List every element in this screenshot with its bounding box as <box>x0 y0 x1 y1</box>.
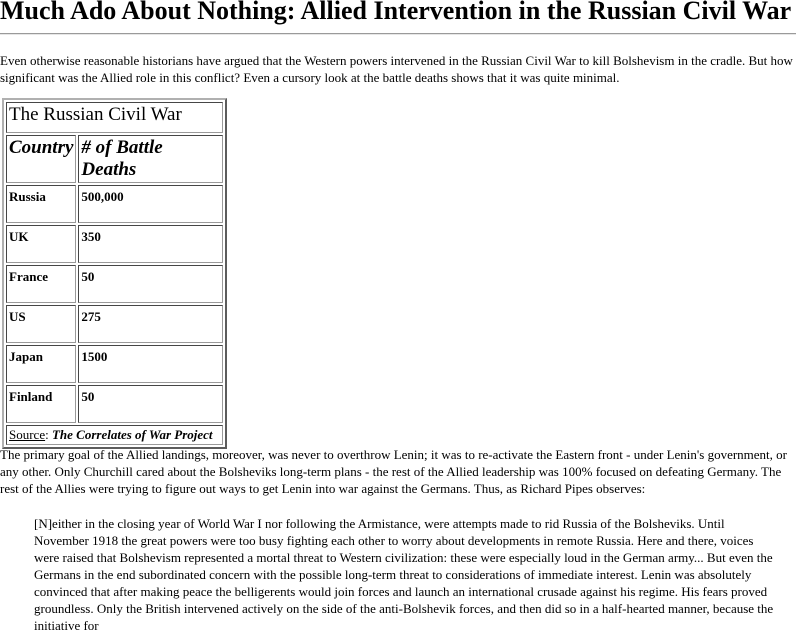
deaths-cell: 50 <box>78 265 223 303</box>
battle-deaths-table <box>2 98 227 449</box>
deaths-cell: 1500 <box>78 345 223 383</box>
intro-paragraph: Even otherwise reasonable historians have argued that the Western powers intervened in the Russian Civil War to kill Bolshevism in the cradle. But how significant was the Allied role in this conflict? Even a cursory look at the battle deaths shows that it was quite minimal. <box>0 53 793 85</box>
country-cell: Russia <box>6 185 76 223</box>
table-row <box>6 305 223 343</box>
page-title: Much Ado About Nothing: Allied Intervention in the Russian Civil War <box>0 0 792 25</box>
country-cell: Finland <box>6 385 76 423</box>
source-name: The Correlates of War Project <box>51 427 213 442</box>
body-paragraph: The primary goal of the Allied landings, moreover, was never to overthrow Lenin; it was to re-activate the Eastern front - under Lenin's government, or any other. Only Churchill cared about the Bolsheviks long-term plans - the rest of the Allied leadership was 100% focused on defeating Germany. The rest of the Allies were trying to figure out ways to get Lenin into war against the Germans. Thus, as Richard Pipes observes: <box>0 447 787 496</box>
deaths-cell: 350 <box>78 225 223 263</box>
source-link[interactable]: Source <box>9 427 46 442</box>
table-row <box>6 185 223 223</box>
country-cell: France <box>6 265 76 303</box>
column-header-deaths: # of Battle Deaths <box>78 135 223 183</box>
country-cell: UK <box>6 225 76 263</box>
table-caption: The Russian Civil War <box>6 102 223 133</box>
horizontal-rule <box>0 33 796 35</box>
country-cell: Japan <box>6 345 76 383</box>
deaths-cell: 50 <box>78 385 223 423</box>
deaths-cell: 500,000 <box>78 185 223 223</box>
table-row <box>6 265 223 303</box>
table-row <box>6 345 223 383</box>
source-cell: Source: The Correlates of War Project <box>6 425 223 445</box>
column-header-country: Country <box>6 135 76 183</box>
deaths-cell: 275 <box>78 305 223 343</box>
pipes-quote: [N]either in the closing year of World War I nor following the Armistance, were attempts made to rid Russia of the Bolsheviks. Until November 1918 the great powers were too busy fighting each other to worry about developments in remote Russia. Here and there, voices were raised that Bolshevism represented a mortal threat to Western civilization: these were especially loud in the German army... But even the Germans in the end subordinated concern with the possible long-term threat to considerations of immediate interest. Lenin was absolutely convinced that after making peace the belligerents would join forces and launch an international crusade against his regime. His fears proved groundless. Only the British intervened actively on the side of the anti-Bolshevik forces, and then did so in a half-hearted manner, because the initiative for <box>34 516 774 633</box>
country-cell: US <box>6 305 76 343</box>
table-row <box>6 225 223 263</box>
table-row <box>6 385 223 423</box>
